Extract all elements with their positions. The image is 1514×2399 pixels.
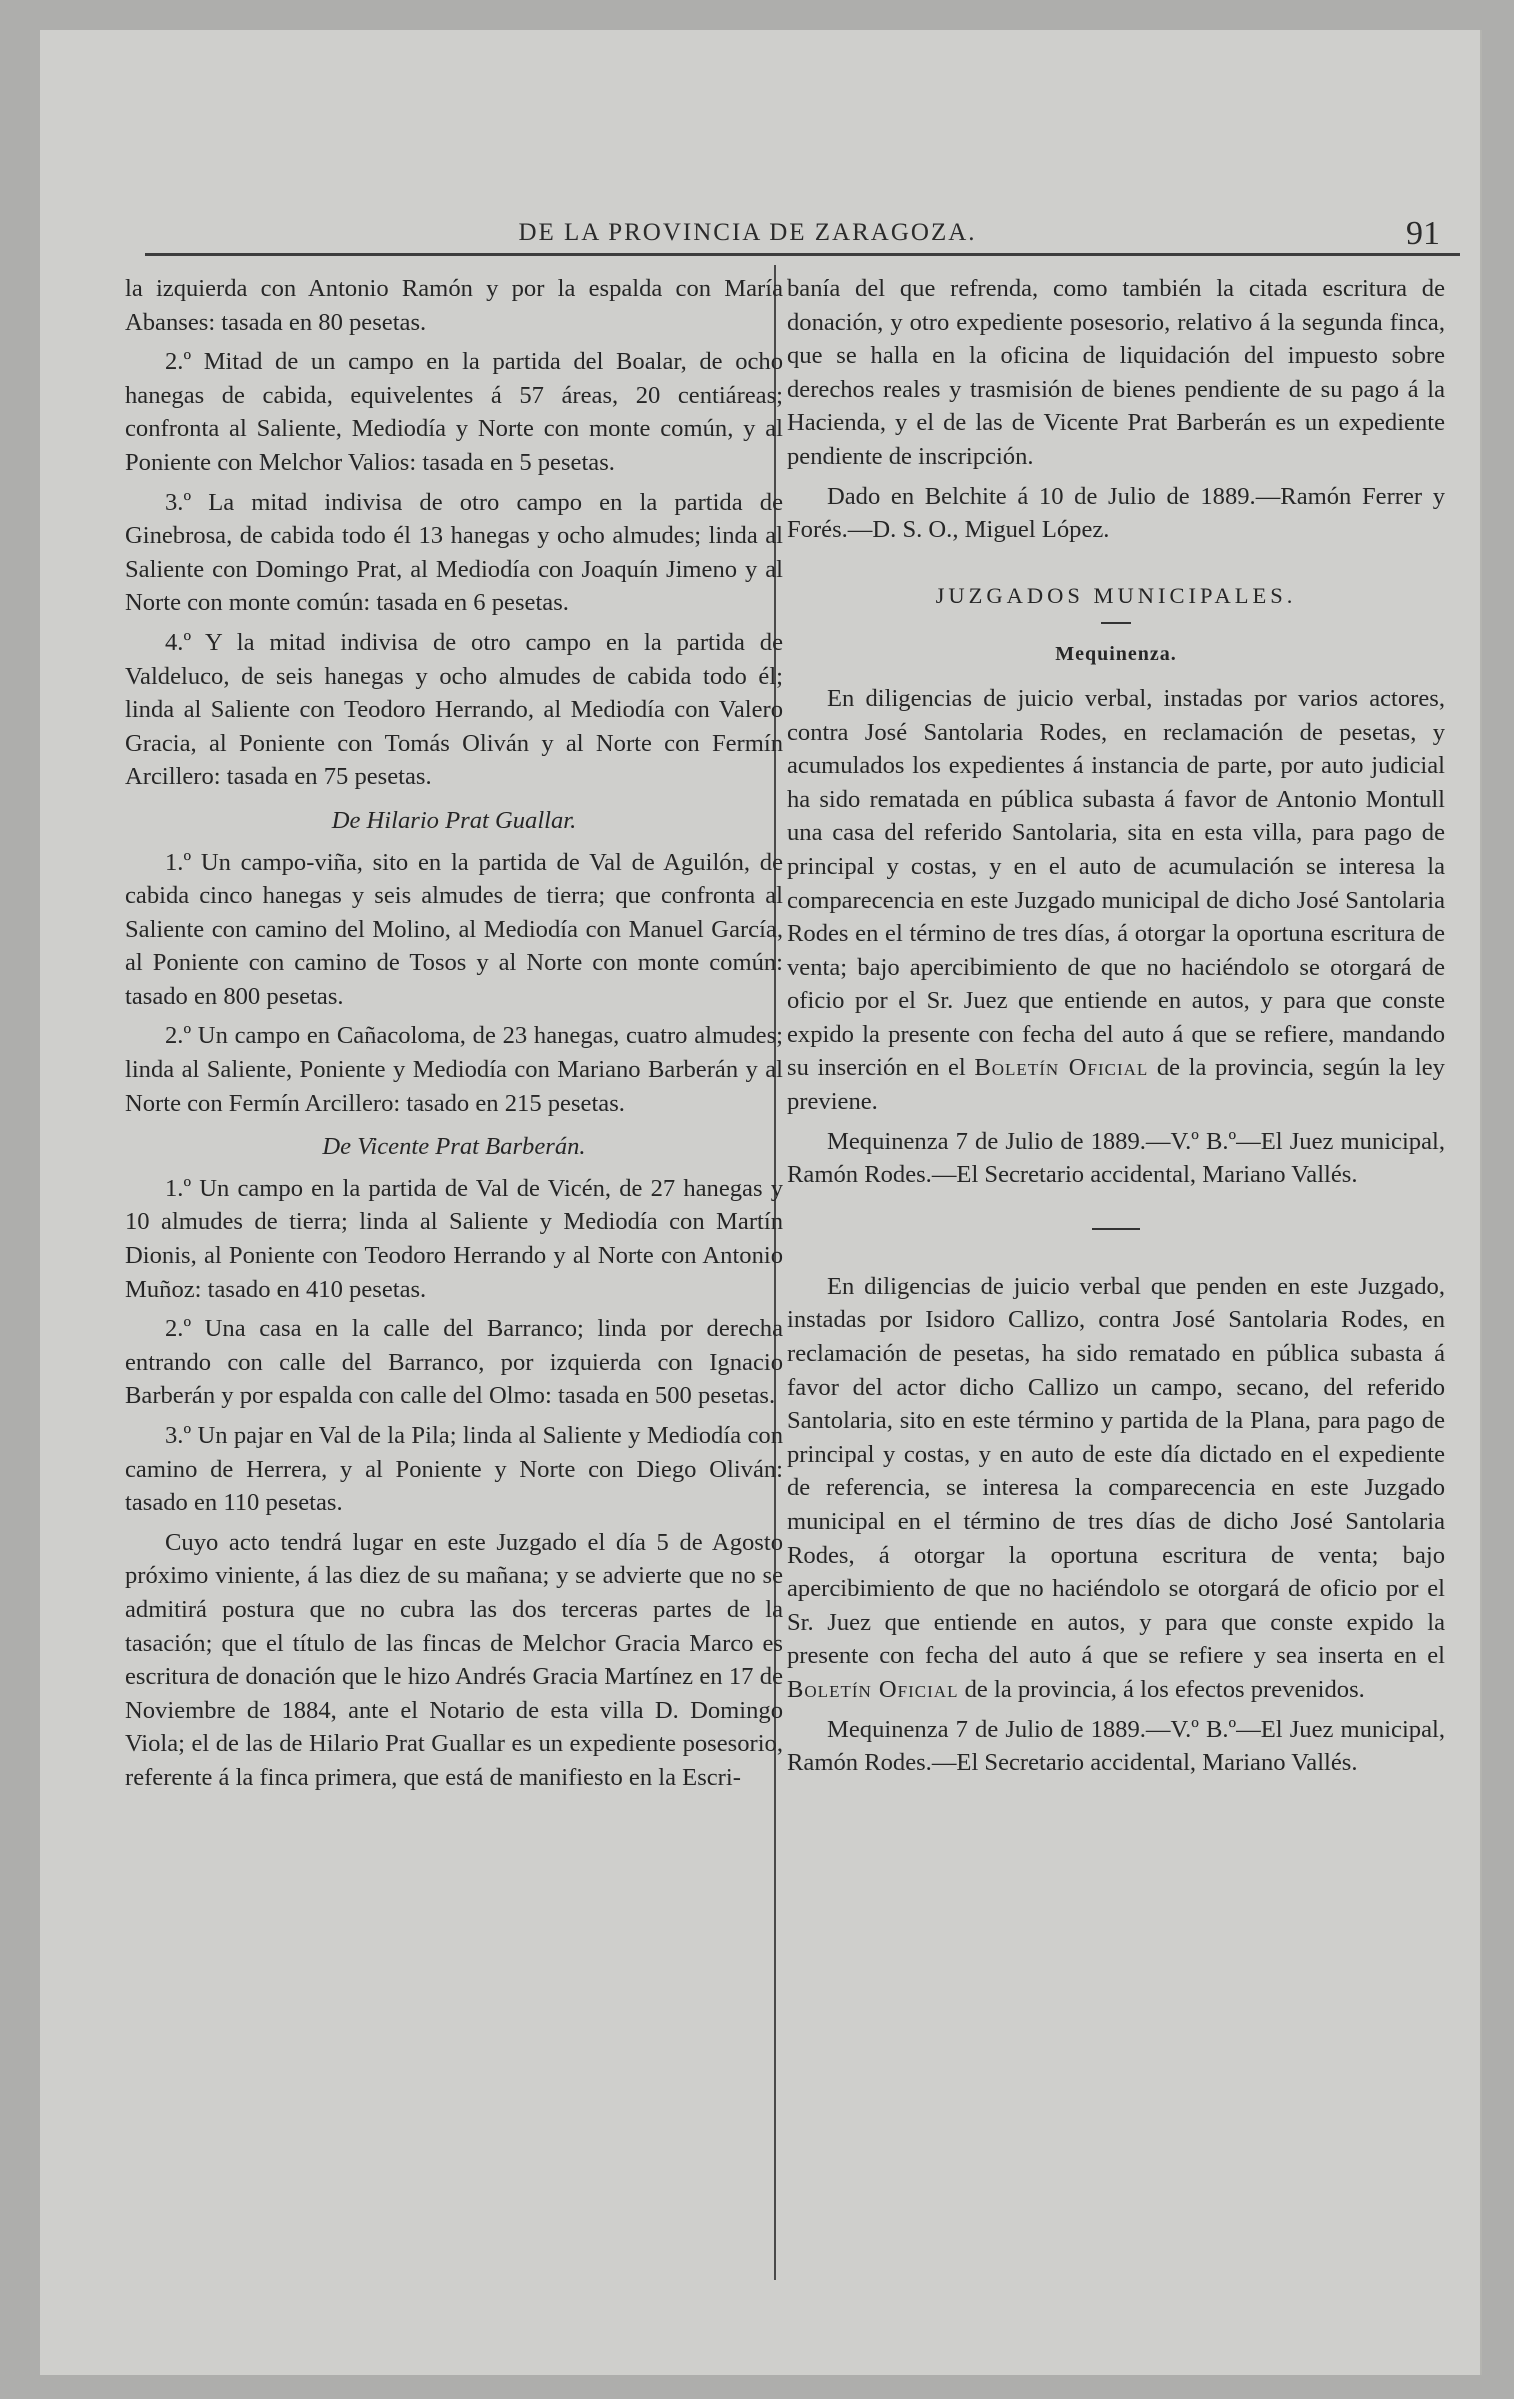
- left-column: [125, 272, 783, 1801]
- paragraph: 2.º Una casa en la calle del Barranco; linda por derecha entrando con calle del Barranco, por izquierda con Ignacio Barberán y por espalda con calle del Olmo: tasada en 500 pesetas.: [125, 1315, 783, 1410]
- paragraph-text: de la provincia, según la ley previene.: [787, 1054, 1445, 1116]
- paragraph: [787, 682, 1445, 1119]
- paragraph: 3.º Un pajar en Val de la Pila; linda al Saliente y Mediodía con camino de Herrera, y al Poniente y Norte con Diego Oliván: tasado en 110 pesetas.: [125, 1422, 783, 1517]
- paragraph-text: de la provincia, á los efectos prevenidos.: [964, 1675, 1365, 1703]
- paragraph: la izquierda con Antonio Ramón y por la espalda con María Abanses: tasada en 80 pesetas.: [125, 275, 783, 336]
- section-subheading: De Vicente Prat Barberán.: [322, 1133, 586, 1161]
- paragraph: 1.º Un campo en la partida de Val de Vicén, de 27 hanegas y 10 almudes de tierra; linda al Saliente y Mediodía con Martín Dionis, al Poniente con Teodoro Herrando y al Norte con Antonio Muñoz: tasado en 410 pesetas.: [125, 1174, 783, 1303]
- separator-rule: [1092, 1228, 1140, 1230]
- paragraph: banía del que refrenda, como también la citada escritura de donación, y otro expediente posesorio, relativo á la segunda finca, que se halla en la oficina de liquidación del impuesto sobre derechos reales y trasmisión de bienes pendiente de su pago á la Hacienda, y el de las de Vicente Prat Barberán es un expediente pendiente de inscripción.: [787, 275, 1445, 470]
- paragraph: 4.º Y la mitad indivisa de otro campo en la partida de Valdeluco, de seis hanegas y ocho almudes de cabida todo él; linda al Saliente con Teodoro Herrando, al Mediodía con Valero Gracia, al Poniente con Tomás Oliván y al Norte con Fermín Arcillero: tasada en 75 pesetas.: [125, 628, 783, 791]
- paragraph-text: En diligencias de juicio verbal que penden en este Juzgado, instadas por Isidoro Callizo, contra José Santolaria Rodes, en reclamación de pesetas, ha sido rematado en pública subasta á favor del actor dicho Callizo un campo, secano, del referido Santolaria, sito en este término y partida de la Plana, para pago de principal y costas, y en auto de este día dictado en el expediente de referencia, se interesa la comparecencia en este Juzgado municipal en el término de tres días de dicho José Santolaria Rodes, á otorgar la oportuna escritura de venta; bajo apercibimiento de que no haciéndolo se otorgará de oficio por el Sr. Juez que entiende en autos, y para que conste expido la presente con fecha del auto á que se refiere y sea inserta en el: [787, 1272, 1445, 1670]
- place-heading: Mequinenza.: [1055, 643, 1177, 666]
- section-title: JUZGADOS MUNICIPALES.: [935, 582, 1297, 608]
- paragraph: 3.º La mitad indivisa de otro campo en la partida de Ginebrosa, de cabida todo él 13 hanegas y ocho almudes; linda al Saliente con Domingo Prat, al Mediodía con Joaquín Jimeno y al Norte con monte común: tasada en 6 pesetas.: [125, 488, 783, 617]
- paragraph: Dado en Belchite á 10 de Julio de 1889.—Ramón Ferrer y Forés.—D. S. O., Miguel López.: [787, 482, 1445, 544]
- header-rule: [145, 253, 1460, 256]
- paragraph: Mequinenza 7 de Julio de 1889.—V.º B.º—El Juez municipal, Ramón Rodes.—El Secretario accidental, Mariano Vallés.: [787, 1715, 1445, 1777]
- section-subheading: De Hilario Prat Guallar.: [331, 806, 577, 834]
- paragraph: [787, 1270, 1445, 1707]
- page-header: [125, 195, 1460, 255]
- paragraph-text: En diligencias de juicio verbal, instadas por varios actores, contra José Santolaria Rodes, en reclamación de pesetas, y acumulados los expedientes á instancia de parte, por auto judicial ha sido rematada en pública subasta á favor de Antonio Montull una casa del referido Santolaria, sita en esta villa, para pago de principal y costas, y en el auto de acumulación se interesa la comparecencia en este Juzgado municipal de dicho José Santolaria Rodes en el término de tres días, á otorgar la oportuna escritura de venta; bajo apercibimiento de que no haciéndolo se otorgará de oficio por el Sr. Juez que entiende en autos, y para que conste expido la presente con fecha del auto á que se refiere, mandando su inserción en el: [787, 684, 1445, 1082]
- paragraph: 2.º Un campo en Cañacoloma, de 23 hanegas, cuatro almudes; linda al Saliente, Poniente y Mediodía con Mariano Barberán y al Norte con Fermín Arcillero: tasado en 215 pesetas.: [125, 1022, 783, 1117]
- paragraph: Cuyo acto tendrá lugar en este Juzgado el día 5 de Agosto próximo viniente, á las diez de su mañana; y se advierte que no se admitirá postura que no cubra las dos terceras partes de la tasación; que el título de las fincas de Melchor Gracia Marco es escritura de donación que le hizo Andrés Gracia Martínez en 17 de Noviembre de 1884, ante el Notario de esta villa D. Domingo Viola; el de las de Hilario Prat Guallar es un expediente posesorio, referente á la finca primera, que está de manifiesto en la Escri-: [125, 1528, 783, 1791]
- publication-name: Boletín Oficial: [787, 1675, 959, 1703]
- page-number: 91: [1406, 215, 1440, 252]
- short-rule: [1101, 622, 1131, 624]
- paragraph: Mequinenza 7 de Julio de 1889.—V.º B.º—El Juez municipal, Ramón Rodes.—El Secretario accidental, Mariano Vallés.: [787, 1127, 1445, 1189]
- publication-name: Boletín Oficial: [974, 1054, 1149, 1082]
- running-title: DE LA PROVINCIA DE ZARAGOZA.: [518, 219, 977, 246]
- right-column: [787, 272, 1445, 1786]
- paragraph: 2.º Mitad de un campo en la partida del Boalar, de ocho hanegas de cabida, equivelentes á 57 áreas, 20 centiáreas; confronta al Saliente, Mediodía y Norte con monte común, y al Poniente con Melchor Valios: tasada en 5 pesetas.: [125, 348, 783, 476]
- paragraph: 1.º Un campo-viña, sito en la partida de Val de Aguilón, de cabida cinco hanegas y seis almudes de tierra; que confronta al Saliente con camino del Molino, al Mediodía con Manuel García, al Poniente con camino de Tosos y al Norte con monte común: tasado en 800 pesetas.: [125, 848, 783, 1010]
